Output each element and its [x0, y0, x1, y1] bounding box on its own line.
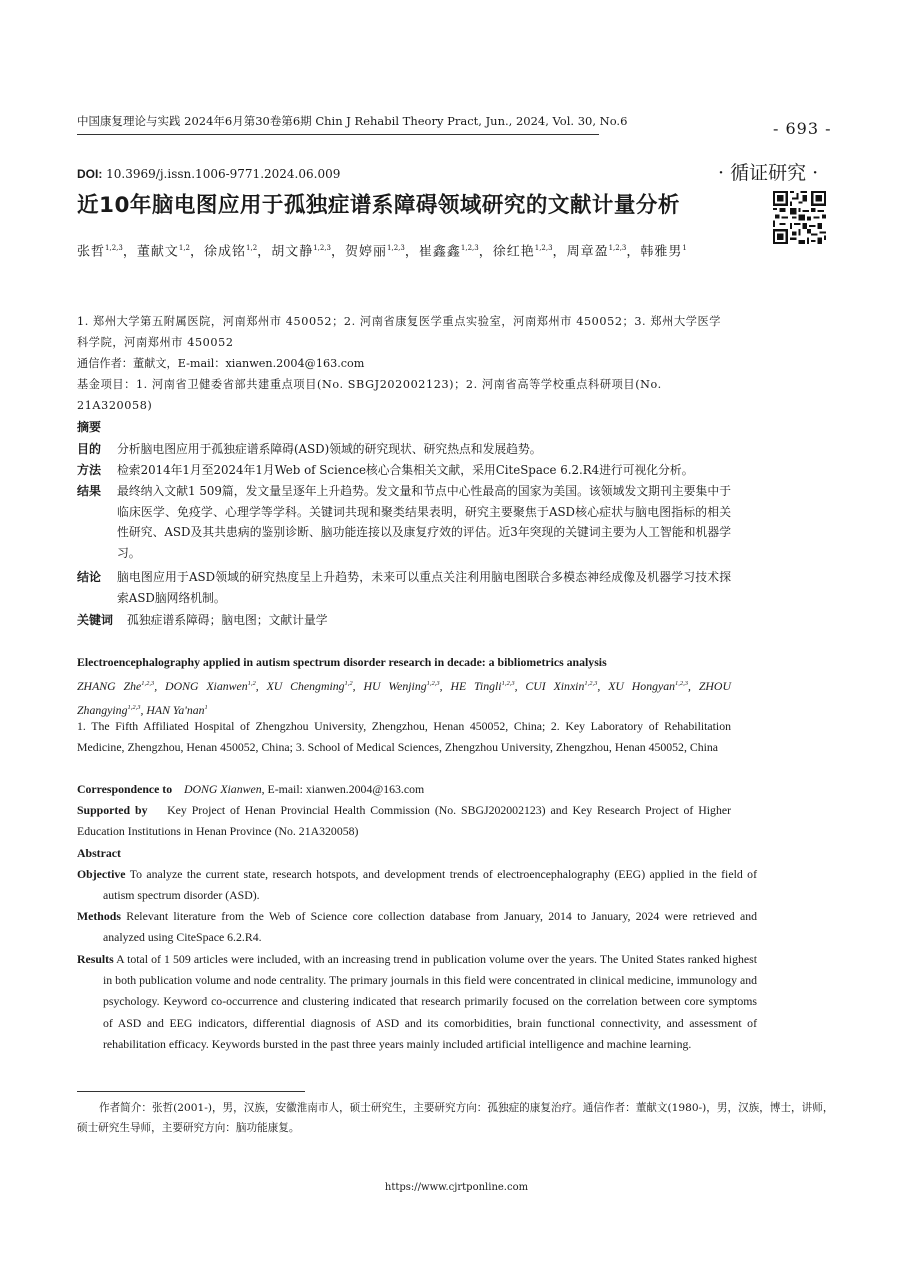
- author-en-affiliation-sup: 1,2,3: [584, 680, 598, 687]
- abstract-heading-en: Abstract: [77, 846, 121, 860]
- author-en-affiliation-sup: 1,2,3: [141, 680, 155, 687]
- author-en-affiliation-sup: 1,2: [344, 680, 353, 687]
- author-en-affiliation-sup: 1: [204, 704, 208, 712]
- abstract-conclusion-cn: [77, 567, 731, 608]
- affiliation-cn: 1. 郑州大学第五附属医院，河南郑州市 450052；2. 河南省康复医学重点实验室，河南郑州市 450052；3. 郑州大学医学科学院，河南郑州市 450052: [77, 315, 722, 349]
- authors-en: ZHANG Zhe$^{1,2,3}$, DONG Xianwen$^{1,2}$, XU Chengming$^{1,2}$, HU Wenjing$^{1,2,3}$, HE Tingli$^{1,2,3}$, CUI Xinxin$^{1,2,3}$, XU Hongyan$^{1,2,3}$, ZHOU Zhangying$^{1,2,3}$, HAN Ya'nan$^1$: [77, 678, 731, 718]
- author-cn-name: 徐红艳: [492, 244, 535, 260]
- results-text-en: A total of 1 509 articles were included, with an increasing trend in publication volume over the years. The United States ranked highest in both publication volume and node centrality. The primary journals in this field were concentrated in clinical medicine, immunology and psychology. Keyword co-occurrence and clustering indicated that research primarily focused on the correlation between core symptoms of ASD and EEG indicators, differential diagnosis of ASD and its comorbidities, brain functional connectivity, and assessment of rehabilitation efficacy. Keywords bursted in the past three years mainly included artificial intelligence and machine learning.: [103, 952, 757, 1051]
- author-cn-affiliation-sup: 1,2,3: [313, 244, 332, 252]
- author-cn-name: 崔鑫鑫: [418, 244, 461, 260]
- abstract-objective-en: [77, 864, 757, 906]
- methods-label-cn: 方法: [77, 463, 102, 477]
- supported-label-en: Supported by: [77, 803, 148, 817]
- author-cn-affiliation-sup: 1,2: [178, 244, 190, 252]
- author-en-affiliation-sup: 1,2,3: [127, 704, 141, 712]
- methods-text-cn: 检索2014年1月至2024年1月Web of Science核心合集相关文献，采用CiteSpace 6.2.R4进行可视化分析。: [117, 463, 694, 477]
- conclusion-label-cn: 结论: [77, 570, 102, 584]
- author-cn-affiliation-sup: 1,2,3: [387, 244, 405, 252]
- author-cn-name: 韩雅男: [640, 244, 683, 260]
- author-en-affiliation-sup: 1,2: [247, 680, 256, 687]
- author-cn-affiliation-sup: 1,2,3: [105, 244, 123, 252]
- footnote-rule: [77, 1091, 305, 1092]
- footer-url[interactable]: https://www.cjrtponline.com: [384, 1182, 529, 1193]
- author-en-name: HU Wenjing: [363, 678, 427, 693]
- correspondence-email-en: , E-mail: xianwen.2004@163.com: [261, 782, 425, 796]
- doi-value: 10.3969/j.issn.1006-9771.2024.06.009: [102, 167, 341, 181]
- journal-header: 中国康复理论与实践 2024年6月第30卷第6期 Chin J Rehabil Theory Pract, Jun., 2024, Vol. 30, No.6: [77, 114, 628, 128]
- correspondence-en: [77, 779, 731, 800]
- header-rule: [77, 134, 599, 135]
- author-en-name: HAN Ya'nan: [146, 703, 205, 718]
- abstract-results-en: [77, 949, 757, 1055]
- author-en-name: DONG Xianwen: [165, 678, 248, 693]
- author-cn-affiliation-sup: 1,2,3: [460, 244, 479, 252]
- author-en-name: ZHANG Zhe: [77, 678, 142, 693]
- results-text-cn: 最终纳入文献1 509篇，发文量呈逐年上升趋势。发文量和节点中心性最高的国家为美国。该领域发文期刊主要集中于临床医学、免疫学、心理学等学科。关键词共现和聚类结果表明，研究主要聚焦于ASD核心症状与脑电图指标的相关性研究、ASD及其共患病的鉴别诊断、脑功能连接以及康复疗效的评估。近3年突现的关键词主要为人工智能和机器学习。: [117, 484, 731, 560]
- author-en-name: ZHOU Zhangying: [77, 678, 731, 718]
- page-number: - 693 -: [773, 119, 832, 138]
- author-cn-name: 徐成铭: [204, 244, 247, 260]
- objective-text-en: To analyze the current state, research hotspots, and development trends of electroencephalography (EEG) applied in the field of autism spectrum disorder (ASD).: [103, 867, 757, 903]
- author-cn-name: 张哲: [77, 244, 106, 260]
- author-en-name: HE Tingli: [450, 678, 502, 693]
- funding-cn: 基金项目：1. 河南省卫健委省部共建重点项目(No. SBGJ202002123)；2. 河南省高等学校重点科研项目(No. 21A320058): [77, 378, 662, 412]
- author-en-name: XU Chengming: [266, 678, 345, 693]
- doi-label: DOI:: [77, 167, 103, 181]
- author-en-affiliation-sup: 1,2,3: [675, 680, 689, 687]
- title-en: Electroencephalography applied in autism spectrum disorder research in decade: a bibliometrics analysis: [77, 655, 607, 669]
- supported-by-en: [77, 800, 731, 842]
- abstract-heading-cn: 摘要: [77, 420, 102, 434]
- author-cn-affiliation-sup: 1,2,3: [534, 244, 553, 252]
- title-cn: 近10年脑电图应用于孤独症谱系障碍领域研究的文献计量分析: [77, 193, 680, 218]
- correspondence-name-en: DONG Xianwen: [183, 782, 262, 796]
- abstract-methods-cn: [77, 460, 731, 481]
- results-label-cn: 结果: [77, 484, 102, 498]
- correspondence-label-en: Correspondence to: [77, 782, 173, 796]
- abstract-methods-en: [77, 906, 757, 948]
- author-cn-name: 周章盈: [566, 244, 609, 260]
- methods-label-en: Methods: [77, 909, 121, 923]
- article-category: · 循证研究 ·: [718, 162, 819, 184]
- affiliation-en: 1. The Fifth Affiliated Hospital of Zhengzhou University, Zhengzhou, Henan 450052, China; 2. Key Laboratory of Rehabilitation Medicine, Zhengzhou, Henan 450052, China; 3. School of Medical Sciences, Zhengzhou University, Zhengzhou, Henan 450052, China: [77, 719, 731, 755]
- abstract-results-cn: [77, 481, 731, 563]
- author-footnote: 作者简介：张哲(2001-)，男，汉族，安徽淮南市人，硕士研究生，主要研究方向：孤独症的康复治疗。通信作者：董献文(1980-)，男，汉族，博士，讲师，硕士研究生导师，主要研究方向：脑功能康复。: [77, 1102, 834, 1134]
- author-en-affiliation-sup: 1,2,3: [501, 680, 515, 687]
- keywords-label-cn: 关键词: [77, 613, 114, 627]
- author-cn-affiliation-sup: 1: [682, 244, 687, 252]
- objective-label-cn: 目的: [77, 442, 102, 456]
- methods-text-en: Relevant literature from the Web of Science core collection database from January, 2014 to January, 2024 were retrieved and analyzed using CiteSpace 6.2.R4.: [103, 909, 757, 945]
- author-cn-name: 贺婷丽: [345, 244, 388, 260]
- doi[interactable]: [77, 167, 340, 181]
- keywords-cn: [77, 610, 731, 631]
- author-en-name: XU Hongyan: [608, 678, 676, 693]
- objective-label-en: Objective: [77, 867, 126, 881]
- author-en-name: CUI Xinxin: [525, 678, 585, 693]
- author-cn-affiliation-sup: 1,2,3: [608, 244, 627, 252]
- qr-code-icon: [773, 191, 826, 244]
- supported-text-en: Key Project of Henan Provincial Health Commission (No. SBGJ202002123) and Key Research Project of Higher Education Institutions in Henan Province (No. 21A320058): [77, 803, 732, 839]
- author-en-affiliation-sup: 1,2,3: [426, 680, 440, 687]
- authors-cn: 张哲$^{1,2,3}$，董献文$^{1,2}$，徐成铭$^{1,2}$，胡文静$^{1,2,3}$，贺婷丽$^{1,2,3}$，崔鑫鑫$^{1,2,3}$，徐红艳$^{1,2,3}$，周章盈$^{1,2,3}$，韩雅男$^1$: [77, 244, 687, 260]
- author-cn-name: 董献文: [136, 244, 179, 260]
- results-label-en: Results: [77, 952, 114, 966]
- conclusion-text-cn: 脑电图应用于ASD领域的研究热度呈上升趋势，未来可以重点关注利用脑电图联合多模态神经成像及机器学习技术探索ASD脑网络机制。: [117, 570, 731, 605]
- correspondence-cn: 通信作者：董献文，E-mail：xianwen.2004@163.com: [77, 357, 365, 370]
- author-cn-name: 胡文静: [271, 244, 314, 260]
- author-cn-affiliation-sup: 1,2: [246, 244, 258, 252]
- keywords-text-cn: 孤独症谱系障碍；脑电图；文献计量学: [127, 613, 328, 627]
- objective-text-cn: 分析脑电图应用于孤独症谱系障碍(ASD)领域的研究现状、研究热点和发展趋势。: [117, 442, 542, 456]
- abstract-objective-cn: [77, 439, 731, 460]
